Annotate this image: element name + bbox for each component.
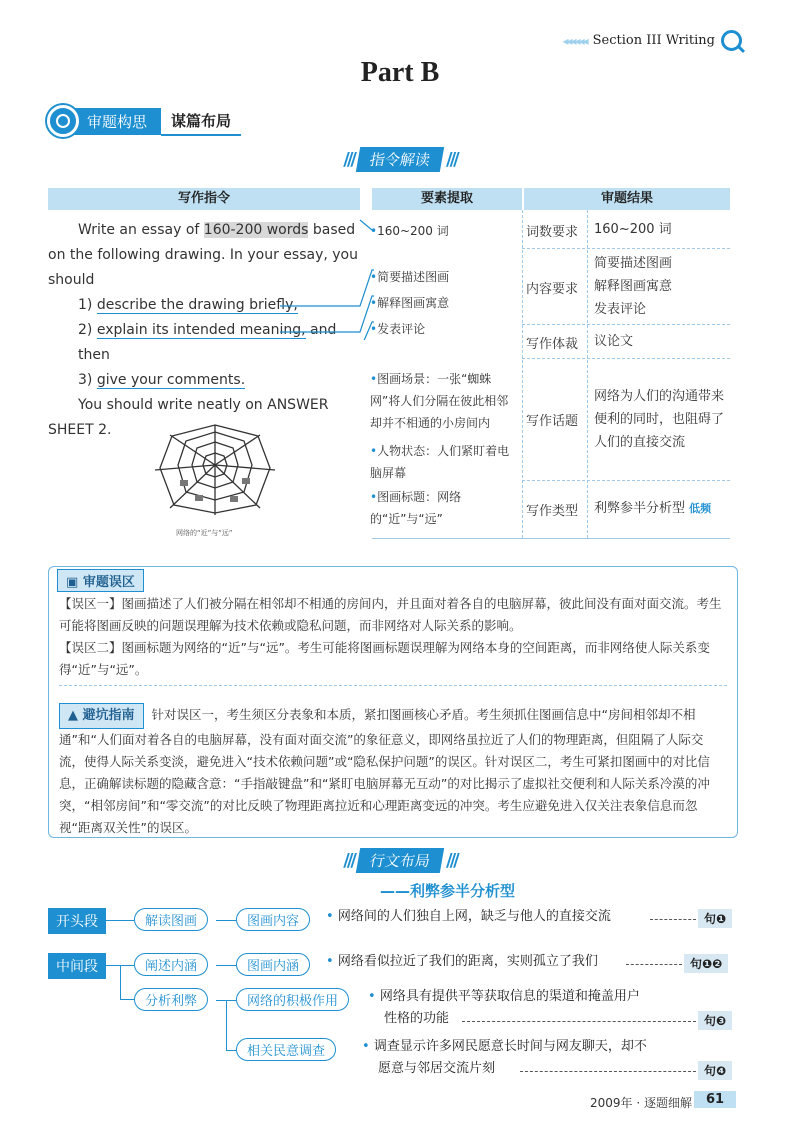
flow-line — [120, 999, 134, 1000]
results-divider-left — [522, 210, 523, 538]
arrows-icon: ◂◂◂◂◂◂ — [562, 33, 587, 48]
element-comment: •发表评论 — [370, 322, 426, 336]
result-value-words: 160~200 词 — [594, 222, 672, 237]
opening-label: 开头段 — [48, 908, 106, 934]
mistake-1: 【误区一】图画描述了人们被分隔在相邻却不相通的房间内，并且面对着各自的电脑屏幕，彼此间没有面对面交流。考生可能将图画反映的问题误理解为技术依赖或隐私问题，而非网络对人际关系的影响。 — [59, 596, 722, 633]
mistake-2: 【误区二】图画标题为网络的“近”与“远”。考生可能将图画标题误理解为网络本身的空间距离，而非网络使人际关系变得“近”与“远”。 — [59, 640, 710, 677]
mistakes-tag: ▣ 审题误区 — [57, 569, 144, 592]
flow-line — [106, 920, 134, 921]
element-describe: •简要描述图画 — [370, 270, 450, 284]
connector-lines — [240, 210, 380, 340]
mistakes-divider — [59, 685, 727, 686]
instruction-banner-text: 指令解读 — [356, 147, 444, 172]
element-scene: •图画场景：一张“蜘蛛网”将人们分隔在彼此相邻却并不相通的小房间内 — [370, 372, 509, 430]
essay-item-3: 3) give your comments. — [78, 372, 246, 388]
result-value-genre: 议论文 — [594, 334, 634, 349]
essay-intro: Write an essay of 160-200 words based on the following drawing. In your essay, you should — [48, 222, 358, 288]
opening-item: 图画内容 — [236, 908, 310, 931]
running-header — [563, 30, 743, 51]
flow-line — [226, 1050, 236, 1051]
middle-item-1: 图画内涵 — [236, 953, 310, 976]
row-divider-1 — [522, 248, 730, 249]
result-value-content-2: 解释图画寓意 — [594, 279, 673, 294]
frequency-badge: 低频 — [689, 502, 712, 515]
guide: ▲ 避坑指南 针对误区一，考生须区分表象和本质，紧扣图画核心矛盾。考生须抓住图画信息中“房间相邻却不相通”和“人们面对着各自的电脑屏幕，没有面对面交流”的象征意义，即网络虽拉近了人们的物理距离，但阻隔了人际交流，使得人际关系变淡，避免进入“技术依赖问题”或“隐私保护问题”的误区。针对误区二，考生可紧扣图画中的对比信息，正确解读标题的隐藏含意：“手指敲键盘”和“紧盯电脑屏幕无互动”的对比揭示了虚拟社交便利和人际关系冷漠的冲突，“相邻房间”和“零交流”的对比反映了物理距离拉近和心理距离变远的冲突。考生应避免进入仅关注表象信息而忽视“距离双关性”的误区。 — [59, 703, 727, 839]
section-tab — [47, 108, 241, 134]
row-divider-3 — [522, 358, 730, 359]
layout-banner: /// 行文布局 /// — [343, 849, 457, 871]
flow-dots — [520, 1071, 696, 1072]
col-header-elements: 要素提取 — [372, 188, 522, 210]
guide-tag: ▲ 避坑指南 — [59, 703, 144, 729]
layout-subtitle: ——利弊参半分析型 — [380, 882, 516, 900]
section-tab-sub: 谋篇布局 — [161, 107, 241, 136]
essay-item-2: 2) explain its intended meaning, and then — [78, 322, 337, 363]
page-number: 61 — [694, 1091, 736, 1108]
spider-web-drawing — [150, 420, 280, 520]
result-value-content-3: 发表评论 — [594, 302, 647, 317]
middle-text-2b: 性格的功能 — [384, 1011, 450, 1026]
result-value-content-1: 简要描述图画 — [594, 256, 673, 271]
drawing-caption: 网络的“近”与“远” — [176, 529, 233, 537]
flow-dots — [650, 919, 696, 920]
flow-dots — [626, 964, 682, 965]
result-label-type: 写作类型 — [526, 504, 579, 519]
part-title: Part B — [360, 57, 440, 88]
middle-step-1: 阐述内涵 — [134, 953, 208, 976]
row-divider-4 — [522, 480, 730, 481]
opening-ref: 句❶ — [698, 909, 732, 928]
flow-line — [216, 920, 236, 921]
mistakes-box — [48, 566, 738, 838]
search-icon — [47, 105, 79, 137]
essay-item-1: 1) describe the drawing briefly, — [78, 297, 298, 313]
middle-ref-2: 句❸ — [698, 1011, 732, 1030]
element-status: •人物状态：人们紧盯着电脑屏幕 — [370, 444, 510, 480]
middle-text-1: • 网络看似拉近了我们的距离，实则孤立了我们 — [326, 954, 598, 969]
element-words: •160~200 词 — [370, 224, 449, 238]
section-tab-main: 审题构思 — [71, 108, 161, 135]
col-header-results: 审题结果 — [524, 188, 730, 210]
flow-line — [226, 1000, 227, 1050]
element-explain: •解释图画寓意 — [370, 296, 450, 310]
flow-dots — [462, 1021, 696, 1022]
row-divider-2 — [522, 324, 730, 325]
footer-text: 2009年 · 逐题细解 — [590, 1096, 692, 1110]
middle-ref-3: 句❹ — [698, 1061, 732, 1080]
result-value-type: 利弊参半分析型 低频 — [594, 501, 712, 516]
middle-text-3b: 愿意与邻居交流片刻 — [378, 1061, 496, 1076]
flow-line — [216, 965, 236, 966]
result-label-genre: 写作体裁 — [526, 337, 579, 352]
middle-item-2: 网络的积极作用 — [236, 988, 349, 1011]
opening-text: • 网络间的人们独自上网，缺乏与他人的直接交流 — [326, 909, 611, 924]
middle-ref-1: 句❶❷ — [684, 954, 728, 973]
middle-label: 中间段 — [48, 953, 106, 979]
middle-step-2: 分析利弊 — [134, 988, 208, 1011]
result-label-words: 词数要求 — [526, 225, 579, 240]
result-label-topic: 写作话题 — [526, 414, 579, 429]
results-divider-mid — [587, 210, 588, 538]
col-header-instruction: 写作指令 — [48, 188, 360, 210]
opening-step: 解读图画 — [134, 908, 208, 931]
result-value-topic: 网络为人们的沟通带来便利的同时，也阻碍了人们的直接交流 — [594, 389, 725, 450]
middle-item-3: 相关民意调查 — [236, 1038, 336, 1061]
essay-closing: You should write neatly on ANSWER SHEET 2. — [48, 397, 329, 438]
instruction-banner: /// 指令解读 /// — [343, 148, 457, 170]
word-count-highlight: 160-200 words — [203, 222, 309, 238]
middle-text-3: • 调查显示许多网民愿意长时间与网友聊天，却不 — [362, 1039, 647, 1054]
result-label-content: 内容要求 — [526, 282, 579, 297]
section-label: Section III Writing — [592, 33, 715, 48]
middle-text-2: • 网络具有提供平等获取信息的渠道和掩盖用户 — [368, 989, 640, 1004]
flow-line — [120, 965, 121, 999]
magnifier-icon — [721, 30, 742, 51]
layout-banner-text: 行文布局 — [356, 848, 444, 873]
table-bottom-border — [372, 538, 730, 539]
element-title: •图画标题：网络的“近”与“远” — [370, 490, 462, 526]
